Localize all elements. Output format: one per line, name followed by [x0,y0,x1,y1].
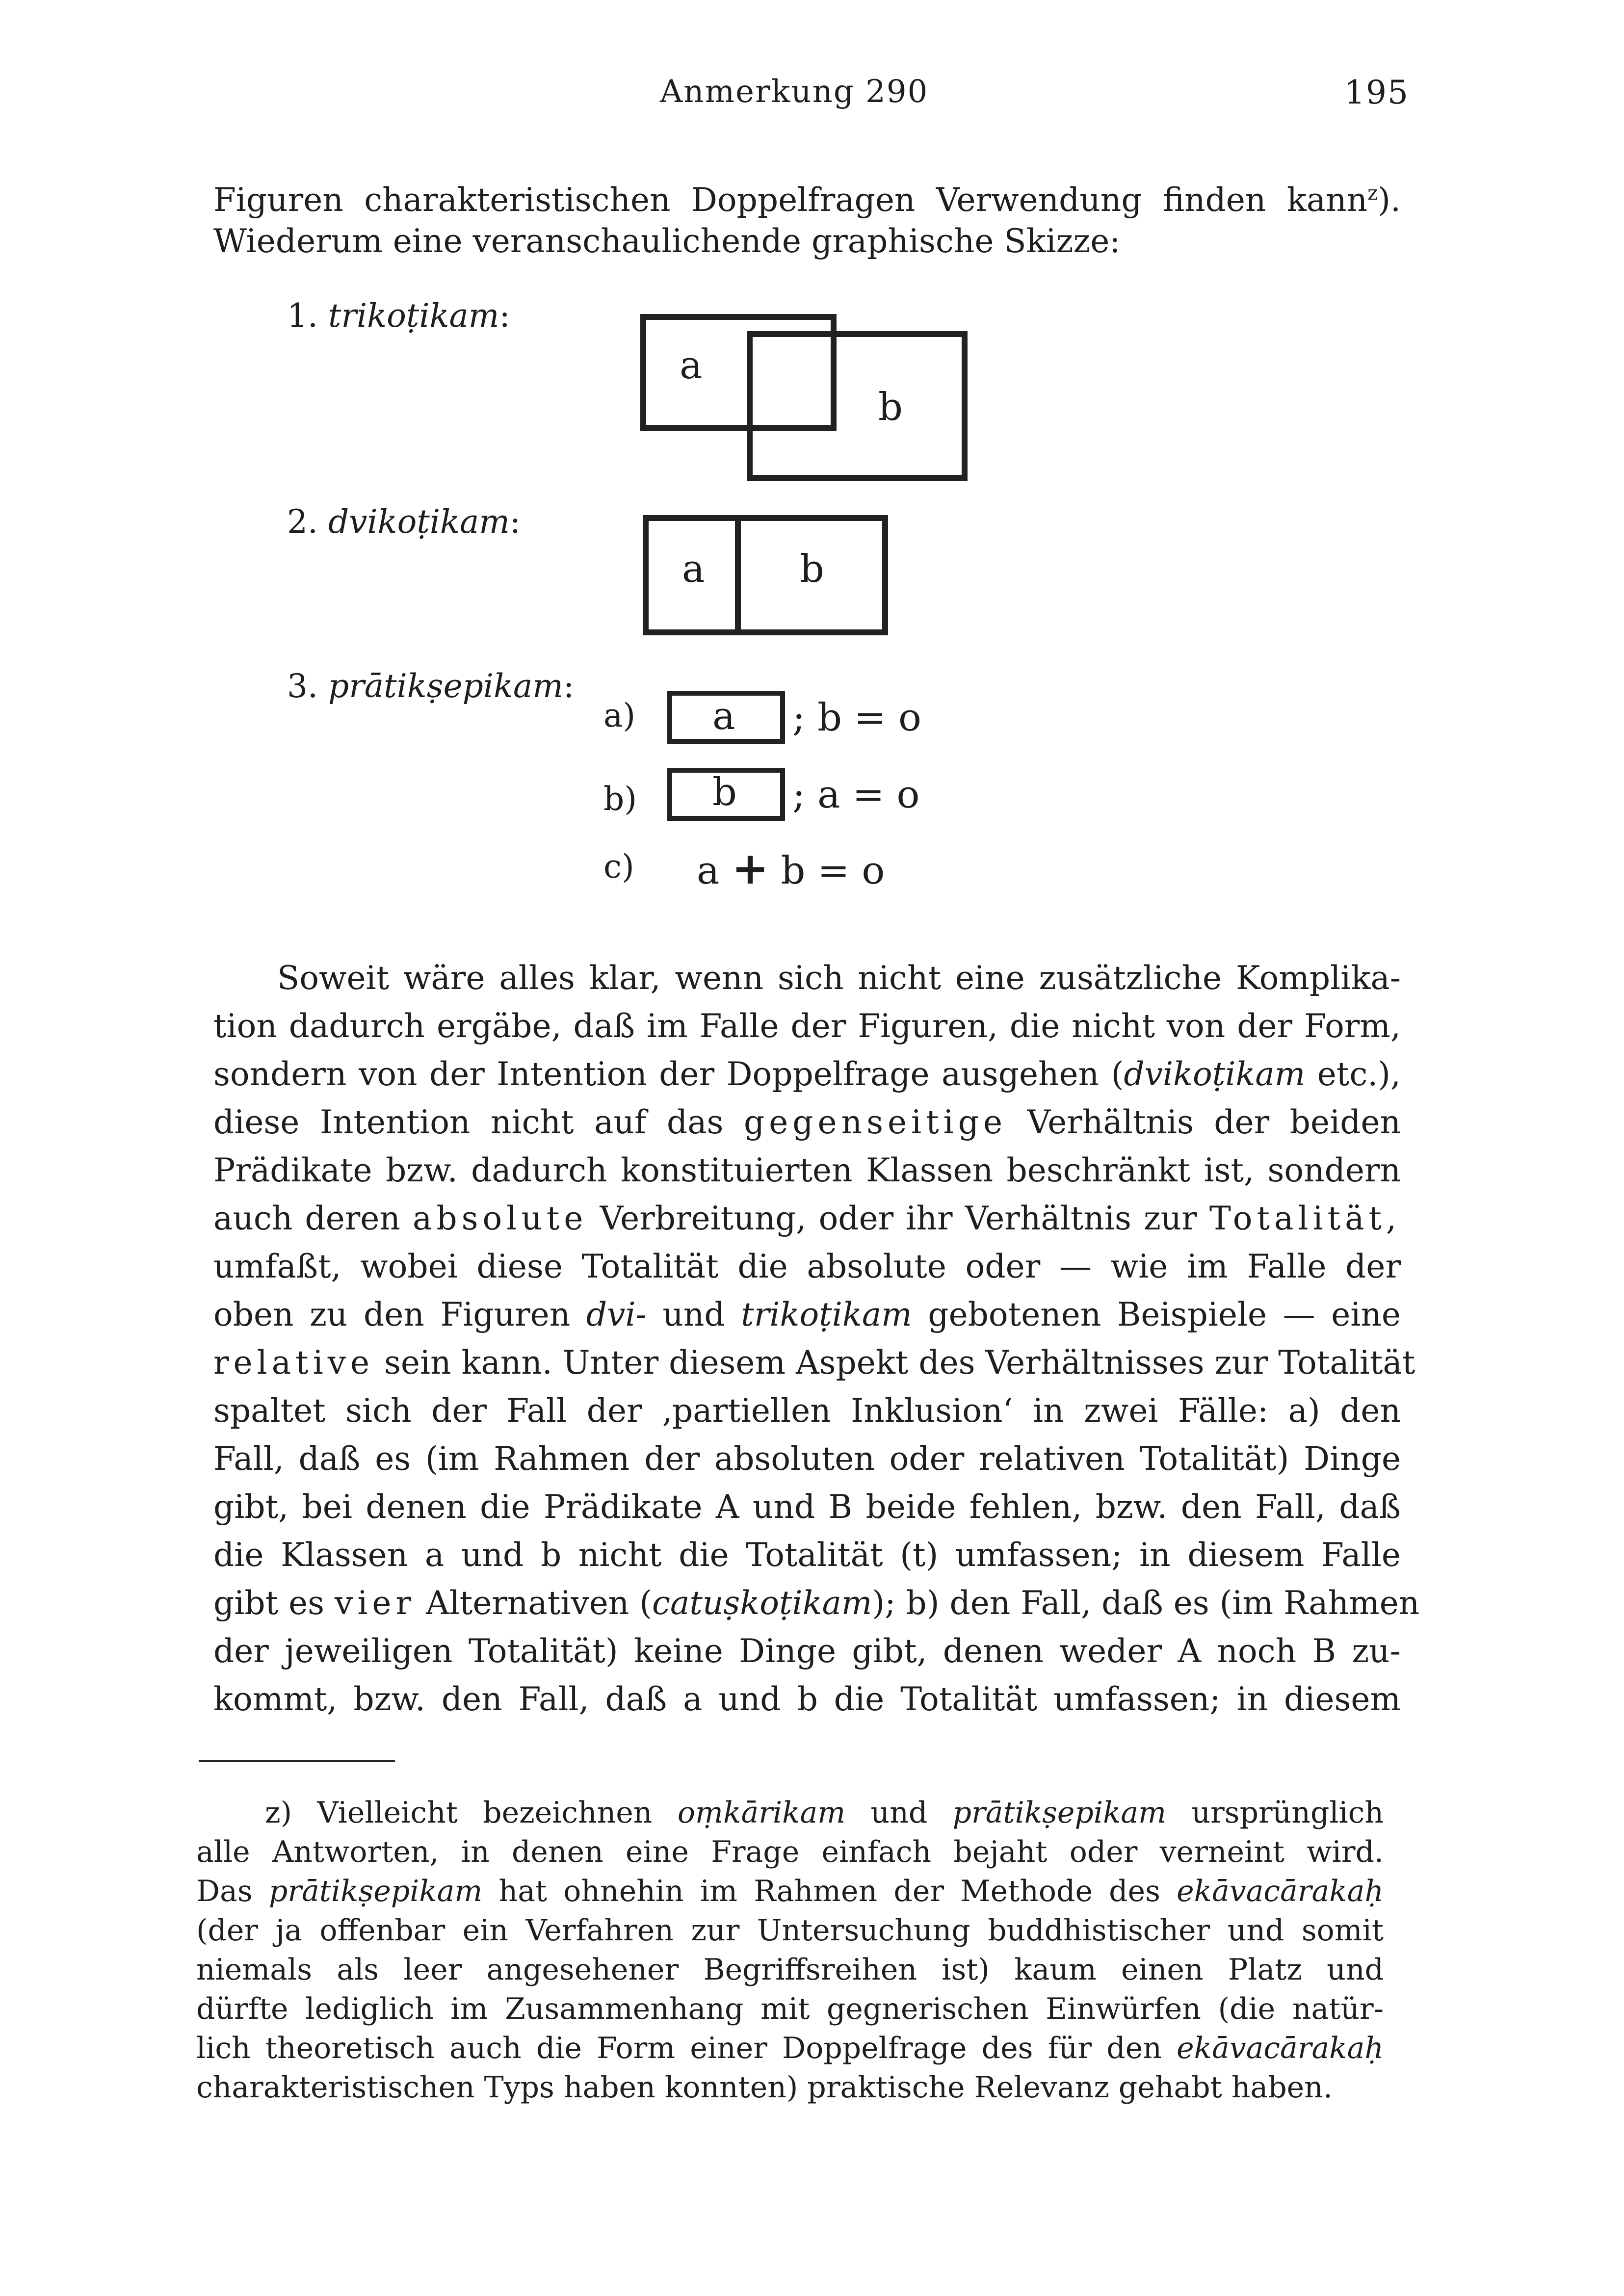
case-b-box-label: b [712,770,737,814]
body-line-12: gibt, bei denen die Prädikate A und B beide fehlen, bzw. den Fall, daß [213,1488,1401,1526]
footnote-line-5: niemals als leer angesehener Begriffsreihen ist) kaum einen Platz und [196,1953,1384,1987]
footnote-line-6: dürfte lediglich im Zusammenhang mit gegnerischen Einwürfen (die natür- [196,1992,1384,2026]
figure-1-box-b [747,331,968,481]
figure-2-label: 2. dvikoṭikam: [287,503,521,541]
intro-line-1: Figuren charakteristischen Doppelfragen Verwendung finden kann$^z$). [213,181,1401,219]
intro-line-2: Wiederum eine veranschaulichende graphische Skizze: [213,222,1121,260]
case-a-label: a) [603,697,636,734]
footnote-line-2: alle Antworten, in denen eine Frage einfach bejaht oder verneint wird. [196,1835,1384,1869]
case-b-equation: ; a = o [792,773,920,817]
footnote-line-4: (der ja offenbar ein Verfahren zur Untersuchung buddhistischer und somit [196,1913,1384,1948]
body-line-10: spaltet sich der Fall der ‚partiellen Inklusion‘ in zwei Fälle: a) den [213,1392,1401,1430]
body-line-11: Fall, daß es (im Rahmen der absoluten oder relativen Totalität) Dinge [213,1440,1401,1478]
figure-2-label-b: b [800,547,824,591]
case-a-box-label: a [712,694,735,738]
case-a-equation: ; b = o [792,696,921,740]
body-line-2: tion dadurch ergäbe, daß im Falle der Figuren, die nicht von der Form, [213,1007,1401,1045]
plus-sign: + [732,843,769,894]
figure-1-label: 1. trikoṭikam: [287,297,510,335]
case-b-label: b) [603,780,637,818]
figure-1-label-b: b [878,385,903,429]
footnote-line-3: Das prātikṣepikam hat ohnehin im Rahmen der Methode des ekāvacārakaḥ [196,1874,1384,1908]
body-line-7: umfaßt, wobei diese Totalität die absolute oder — wie im Falle der [213,1248,1401,1285]
body-line-14: gibt es vier Alternativen (catuṣkoṭikam); b) den Fall, daß es (im Rahmen [213,1584,1420,1622]
body-line-9: relative sein kann. Unter diesem Aspekt des Verhältnisses zur Totalität [213,1344,1415,1382]
figure-3-label: 3. prātikṣepikam: [287,667,575,705]
footnote-rule [199,1760,395,1762]
body-line-15: der jeweiligen Totalität) keine Dinge gibt, denen weder A noch B zu- [213,1632,1401,1670]
body-line-13: die Klassen a und b nicht die Totalität (t) umfassen; in diesem Falle [213,1536,1401,1574]
footnote-line-7: lich theoretisch auch die Form einer Doppelfrage des für den ekāvacārakaḥ [196,2031,1384,2065]
figure-2-label-a: a [682,547,705,591]
page-number: 195 [1344,74,1409,111]
footnote-line-1: z) Vielleicht bezeichnen oṃkārikam und prātikṣepikam ursprünglich [265,1796,1384,1830]
body-line-5: Prädikate bzw. dadurch konstituierten Klassen beschränkt ist, sondern [213,1151,1401,1189]
body-line-16: kommt, bzw. den Fall, daß a und b die Totalität umfassen; in diesem [213,1680,1401,1718]
body-line-4: diese Intention nicht auf das gegenseitige Verhältnis der beiden [213,1103,1401,1141]
footnote-line-8: charakteristischen Typs haben konnten) praktische Relevanz gehabt haben. [196,2070,1333,2105]
case-c-label: c) [603,848,634,886]
body-line-8: oben zu den Figuren dvi- und trikoṭikam gebotenen Beispiele — eine [213,1296,1401,1333]
figure-1-label-a: a [680,343,703,388]
case-c-equation: a + b = o [697,843,885,894]
body-line-1: Soweit wäre alles klar, wenn sich nicht eine zusätzliche Komplika- [277,959,1401,997]
body-line-3: sondern von der Intention der Doppelfrage ausgehen (dvikoṭikam etc.), [213,1055,1401,1093]
running-header: Anmerkung 290 [660,74,929,110]
body-line-6: auch deren absolute Verbreitung, oder ihr Verhältnis zur Totalität, [213,1200,1401,1237]
footnote-ref: z [1367,182,1378,205]
